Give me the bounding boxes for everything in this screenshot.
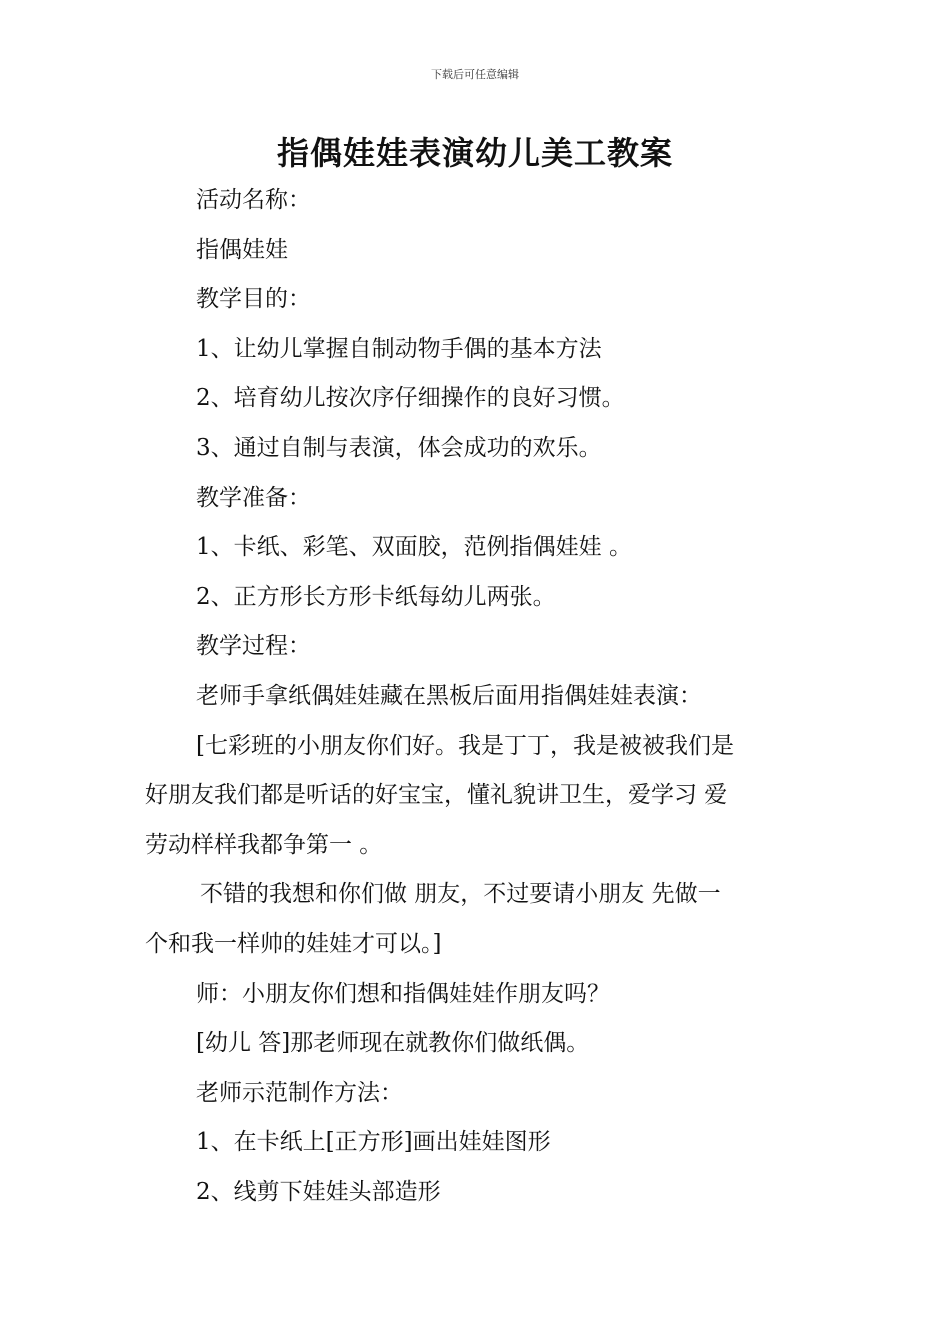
paragraph-line: 2、正方形长方形卡纸每幼儿两张。 — [196, 583, 556, 610]
paragraph-line: 好朋友我们都是听话的好宝宝，懂礼貌讲卫生，爱学习 爱 — [145, 782, 728, 809]
header-note: 下载后可任意编辑 — [431, 68, 519, 81]
paragraph-line: 师：小朋友你们想和指偶娃娃作朋友吗？ — [196, 980, 610, 1007]
paragraph-line: 个和我一样帅的娃娃才可以。] — [145, 930, 442, 957]
paragraph-line: 3、通过自制与表演，体会成功的欢乐。 — [196, 434, 602, 461]
paragraph-line: 老师手拿纸偶娃娃藏在黑板后面用指偶娃娃表演： — [196, 682, 702, 709]
paragraph-line: 教学目的： — [196, 286, 311, 313]
document-title: 指偶娃娃表演幼儿美工教案 — [276, 134, 673, 172]
document-body — [145, 176, 810, 1217]
paragraph-line: 指偶娃娃 — [196, 236, 288, 263]
paragraph-line: 劳动样样我都争第一 。 — [145, 831, 383, 858]
paragraph-line: 活动名称： — [196, 187, 311, 213]
paragraph-line: [七彩班的小朋友你们好。我是丁丁，我是被被我们是 — [196, 732, 734, 759]
paragraph-line: 教学过程： — [196, 633, 311, 660]
paragraph-line: 1、卡纸、彩笔、双面胶，范例指偶娃娃 。 — [196, 534, 632, 561]
paragraph-line: 2、线剪下娃娃头部造形 — [196, 1178, 441, 1205]
paragraph-line: 教学准备： — [196, 484, 311, 511]
paragraph-line: [幼儿 答]那老师现在就教你们做纸偶。 — [196, 1030, 590, 1057]
paragraph-line: 老师示范制作方法： — [196, 1079, 403, 1106]
paragraph-line: 不错的我想和你们做 朋友，不过要请小朋友 先做一 — [200, 881, 721, 908]
paragraph-line: 1、让幼儿掌握自制动物手偶的基本方法 — [196, 335, 602, 362]
paragraph-line: 2、培育幼儿按次序仔细操作的良好习惯。 — [196, 385, 625, 412]
paragraph-line: 1、在卡纸上[正方形]画出娃娃图形 — [196, 1129, 551, 1156]
